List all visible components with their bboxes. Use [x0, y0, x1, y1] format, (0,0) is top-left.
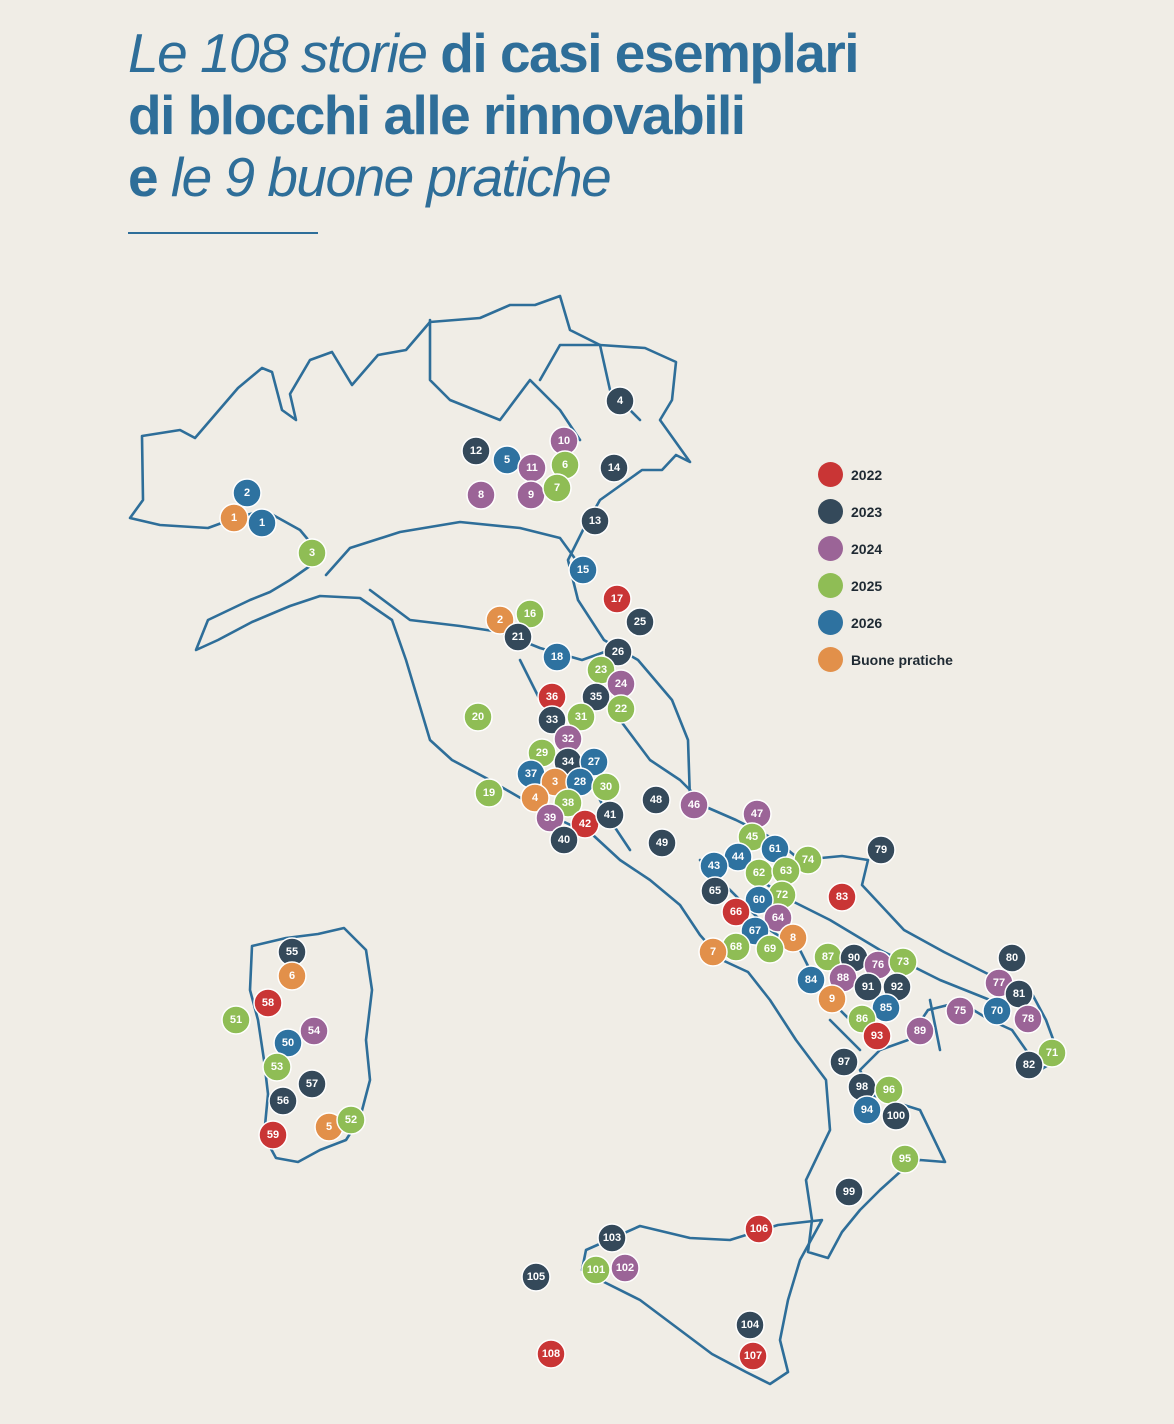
- map-marker[interactable]: [853, 1096, 881, 1124]
- marker-label: 85: [879, 1002, 893, 1014]
- map-marker[interactable]: [745, 859, 773, 887]
- map-marker[interactable]: [745, 1215, 773, 1243]
- marker-label: 60: [752, 894, 766, 906]
- legend-dot-2026: [818, 610, 843, 635]
- marker-label: 108: [541, 1348, 561, 1360]
- legend-dot-2022: [818, 462, 843, 487]
- marker-label: 104: [740, 1319, 760, 1331]
- map-marker[interactable]: [648, 829, 676, 857]
- map-marker[interactable]: [701, 877, 729, 905]
- map-marker[interactable]: [462, 437, 490, 465]
- map-marker[interactable]: [875, 1076, 903, 1104]
- marker-label: 96: [882, 1084, 896, 1096]
- map-marker[interactable]: [233, 479, 261, 507]
- marker-label: 59: [266, 1129, 280, 1141]
- marker-label: 42: [578, 818, 592, 830]
- marker-label: 98: [855, 1081, 869, 1093]
- marker-label: 6: [561, 459, 569, 471]
- map-marker[interactable]: [739, 1342, 767, 1370]
- map-marker[interactable]: [603, 585, 631, 613]
- marker-label: 46: [687, 799, 701, 811]
- marker-label: 26: [611, 646, 625, 658]
- marker-label: 74: [801, 854, 815, 866]
- map-marker[interactable]: [493, 446, 521, 474]
- map-marker[interactable]: [946, 997, 974, 1025]
- marker-label: 57: [305, 1078, 319, 1090]
- marker-label: 7: [553, 482, 561, 494]
- title-line-3-bold: e: [128, 146, 158, 208]
- marker-label: 75: [953, 1005, 967, 1017]
- map-marker[interactable]: [517, 481, 545, 509]
- marker-label: 105: [526, 1271, 546, 1283]
- map-marker[interactable]: [598, 1224, 626, 1252]
- marker-label: 45: [745, 831, 759, 843]
- marker-label: 29: [535, 747, 549, 759]
- title-line-2: di blocchi alle rinnovabili: [128, 84, 745, 146]
- marker-label: 56: [276, 1095, 290, 1107]
- marker-label: 8: [477, 489, 485, 501]
- marker-label: 14: [607, 462, 621, 474]
- legend-dot-buone-pratiche: [818, 647, 843, 672]
- marker-label: 22: [614, 703, 628, 715]
- map-marker[interactable]: [1014, 1005, 1042, 1033]
- marker-label: 103: [602, 1232, 622, 1244]
- mainland-outline: [130, 296, 1060, 1258]
- map-marker[interactable]: [504, 623, 532, 651]
- marker-label: 81: [1012, 988, 1026, 1000]
- map-marker[interactable]: [828, 883, 856, 911]
- map-marker[interactable]: [298, 539, 326, 567]
- marker-label: 64: [771, 912, 785, 924]
- marker-label: 101: [586, 1264, 606, 1276]
- marker-label: 62: [752, 867, 766, 879]
- marker-label: 33: [545, 714, 559, 726]
- map-marker[interactable]: [522, 1263, 550, 1291]
- marker-label: 71: [1045, 1047, 1059, 1059]
- map-marker[interactable]: [889, 948, 917, 976]
- marker-label: 7: [709, 946, 717, 958]
- map-marker[interactable]: [464, 703, 492, 731]
- marker-label: 77: [992, 977, 1006, 989]
- marker-label: 9: [828, 993, 836, 1005]
- map-marker[interactable]: [680, 791, 708, 819]
- marker-label: 12: [469, 445, 483, 457]
- marker-label: 28: [573, 776, 587, 788]
- map-marker[interactable]: [611, 1254, 639, 1282]
- marker-label: 91: [861, 981, 875, 993]
- marker-label: 13: [588, 515, 602, 527]
- marker-label: 61: [768, 843, 782, 855]
- marker-label: 68: [729, 941, 743, 953]
- map-marker[interactable]: [867, 836, 895, 864]
- marker-label: 43: [707, 860, 721, 872]
- marker-label: 21: [511, 631, 525, 643]
- map-marker[interactable]: [222, 1006, 250, 1034]
- marker-label: 20: [471, 711, 485, 723]
- marker-label: 6: [288, 970, 296, 982]
- map-marker[interactable]: [600, 454, 628, 482]
- marker-label: 16: [523, 608, 537, 620]
- map-marker[interactable]: [882, 1102, 910, 1130]
- marker-label: 25: [633, 616, 647, 628]
- map-marker[interactable]: [756, 935, 784, 963]
- marker-label: 58: [261, 997, 275, 1009]
- legend-item-2026: [818, 604, 953, 641]
- marker-label: 32: [561, 733, 575, 745]
- map-marker[interactable]: [830, 1048, 858, 1076]
- marker-label: 50: [281, 1037, 295, 1049]
- map-marker[interactable]: [983, 997, 1011, 1025]
- marker-label: 24: [614, 678, 628, 690]
- map-marker[interactable]: [254, 989, 282, 1017]
- map-marker[interactable]: [298, 1070, 326, 1098]
- marker-label: 102: [615, 1262, 635, 1274]
- map-marker[interactable]: [467, 481, 495, 509]
- marker-label: 66: [729, 906, 743, 918]
- marker-label: 9: [527, 489, 535, 501]
- marker-label: 84: [804, 974, 818, 986]
- title-line-1-italic: Le 108 storie: [128, 22, 427, 84]
- marker-label: 67: [748, 925, 762, 937]
- title-line-3-italic: le 9 buone pratiche: [157, 146, 611, 208]
- map-marker[interactable]: [606, 387, 634, 415]
- marker-label: 82: [1022, 1059, 1036, 1071]
- marker-label: 8: [789, 932, 797, 944]
- marker-label: 39: [543, 812, 557, 824]
- marker-label: 1: [230, 512, 238, 524]
- marker-label: 107: [743, 1350, 763, 1362]
- legend-label-2026: 2026: [851, 614, 883, 631]
- marker-label: 3: [308, 547, 316, 559]
- map-marker[interactable]: [475, 779, 503, 807]
- map-marker[interactable]: [248, 509, 276, 537]
- marker-label: 4: [616, 395, 624, 407]
- marker-label: 94: [860, 1104, 874, 1116]
- map-marker[interactable]: [736, 1311, 764, 1339]
- map-marker[interactable]: [772, 857, 800, 885]
- marker-label: 10: [557, 435, 571, 447]
- marker-label: 86: [855, 1013, 869, 1025]
- legend-label-2023: 2023: [851, 503, 883, 520]
- legend-label-2025: 2025: [851, 577, 883, 594]
- marker-label: 76: [871, 959, 885, 971]
- marker-label: 52: [344, 1114, 358, 1126]
- map-marker[interactable]: [891, 1145, 919, 1173]
- marker-label: 15: [576, 564, 590, 576]
- map-marker[interactable]: [863, 1022, 891, 1050]
- marker-label: 5: [503, 454, 511, 466]
- legend: [818, 456, 953, 678]
- map-marker[interactable]: [582, 1256, 610, 1284]
- marker-label: 100: [886, 1110, 906, 1122]
- marker-label: 90: [847, 952, 861, 964]
- marker-label: 79: [874, 844, 888, 856]
- marker-label: 30: [599, 781, 613, 793]
- map-marker[interactable]: [592, 773, 620, 801]
- marker-label: 18: [550, 651, 564, 663]
- map-marker[interactable]: [581, 507, 609, 535]
- marker-label: 99: [842, 1186, 856, 1198]
- marker-label: 83: [835, 891, 849, 903]
- marker-label: 44: [731, 851, 745, 863]
- legend-dot-2025: [818, 573, 843, 598]
- legend-item-2022: [818, 456, 953, 493]
- map-marker[interactable]: [607, 670, 635, 698]
- marker-label: 69: [763, 943, 777, 955]
- map-marker[interactable]: [543, 643, 571, 671]
- marker-label: 31: [574, 711, 588, 723]
- map-marker[interactable]: [1015, 1051, 1043, 1079]
- marker-label: 87: [821, 951, 835, 963]
- map-marker[interactable]: [700, 852, 728, 880]
- marker-label: 34: [561, 756, 575, 768]
- title-line-1-bold: di casi esemplari: [426, 22, 859, 84]
- map-marker[interactable]: [998, 944, 1026, 972]
- marker-label: 55: [285, 946, 299, 958]
- marker-label: 1: [258, 517, 266, 529]
- marker-label: 2: [496, 614, 504, 626]
- legend-label-2022: 2022: [851, 466, 883, 483]
- marker-label: 63: [779, 865, 793, 877]
- marker-label: 27: [587, 756, 601, 768]
- marker-label: 92: [890, 981, 904, 993]
- map-marker[interactable]: [518, 454, 546, 482]
- marker-label: 51: [229, 1014, 243, 1026]
- legend-item-2023: [818, 493, 953, 530]
- marker-label: 47: [750, 808, 764, 820]
- marker-label: 37: [524, 768, 538, 780]
- map-marker[interactable]: [626, 608, 654, 636]
- legend-item-2024: [818, 530, 953, 567]
- marker-label: 36: [545, 691, 559, 703]
- map-marker[interactable]: [906, 1017, 934, 1045]
- marker-label: 88: [836, 972, 850, 984]
- map-marker[interactable]: [642, 786, 670, 814]
- marker-label: 3: [551, 776, 559, 788]
- map-marker[interactable]: [220, 504, 248, 532]
- marker-label: 89: [913, 1025, 927, 1037]
- legend-item-buone-pratiche: [818, 641, 953, 678]
- marker-label: 93: [870, 1030, 884, 1042]
- marker-label: 41: [603, 809, 617, 821]
- map-marker[interactable]: [550, 826, 578, 854]
- marker-label: 5: [325, 1121, 333, 1133]
- map-marker[interactable]: [543, 474, 571, 502]
- map-marker[interactable]: [537, 1340, 565, 1368]
- map-marker[interactable]: [300, 1017, 328, 1045]
- marker-label: 78: [1021, 1013, 1035, 1025]
- marker-label: 95: [898, 1153, 912, 1165]
- marker-label: 23: [594, 664, 608, 676]
- legend-label-buone-pratiche: Buone pratiche: [851, 651, 953, 668]
- marker-label: 19: [482, 787, 496, 799]
- marker-label: 72: [775, 889, 789, 901]
- map-marker[interactable]: [596, 801, 624, 829]
- marker-label: 49: [655, 837, 669, 849]
- map-marker[interactable]: [699, 938, 727, 966]
- marker-label: 73: [896, 956, 910, 968]
- map-marker[interactable]: [818, 985, 846, 1013]
- marker-label: 48: [649, 794, 663, 806]
- marker-label: 11: [526, 462, 538, 474]
- map-marker[interactable]: [278, 962, 306, 990]
- marker-label: 106: [749, 1223, 769, 1235]
- marker-label: 2: [243, 487, 251, 499]
- marker-label: 53: [270, 1061, 284, 1073]
- legend-item-2025: [818, 567, 953, 604]
- map-marker[interactable]: [269, 1087, 297, 1115]
- marker-label: 80: [1005, 952, 1019, 964]
- marker-label: 65: [708, 885, 722, 897]
- marker-label: 54: [307, 1025, 321, 1037]
- legend-dot-2023: [818, 499, 843, 524]
- marker-label: 40: [557, 834, 571, 846]
- map-marker[interactable]: [259, 1121, 287, 1149]
- legend-label-2024: 2024: [851, 540, 883, 557]
- marker-label: 4: [531, 792, 539, 804]
- marker-label: 38: [561, 797, 575, 809]
- legend-dot-2024: [818, 536, 843, 561]
- map-marker[interactable]: [263, 1053, 291, 1081]
- marker-label: 35: [589, 691, 603, 703]
- map-marker[interactable]: [607, 695, 635, 723]
- marker-label: 17: [610, 593, 624, 605]
- marker-label: 70: [990, 1005, 1004, 1017]
- map-marker[interactable]: [337, 1106, 365, 1134]
- marker-label: 97: [837, 1056, 851, 1068]
- map-marker[interactable]: [835, 1178, 863, 1206]
- map-marker[interactable]: [569, 556, 597, 584]
